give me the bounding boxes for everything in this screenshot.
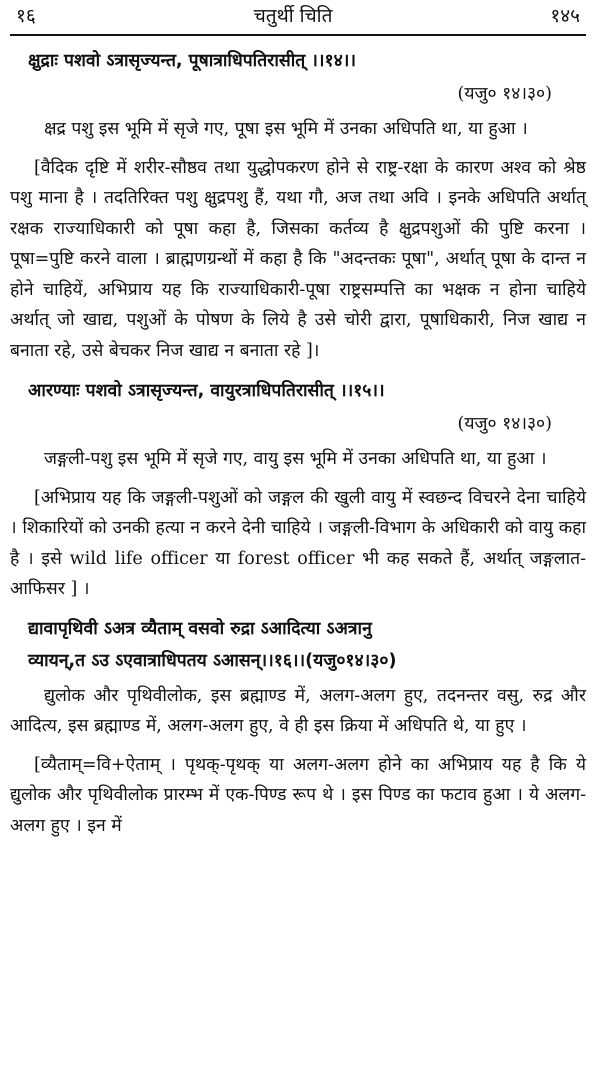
meaning-14: क्षद्र पशु इस भूमि में सृजे गए, पूषा इस भूमि में उनका अधिपति था, या हुआ । (44, 119, 528, 139)
header-rule (10, 34, 586, 36)
meaning-16: द्युलोक और पृथिवीलोक, इस ब्रह्माण्ड में, अलग-अलग हुए, तदनन्तर वसु, रुद्र और आदित्य, इस ब्रह्माण्ड में, अलग-अलग हुए, वे ही इस क्रिया में अधिपति थे, या हुए । (10, 685, 586, 736)
section-15 (10, 374, 586, 605)
chapter-number: १६ (16, 5, 36, 27)
section-14 (10, 44, 586, 366)
reference-14: (यजु० १४।३०) (457, 84, 552, 104)
meaning-15: जङ्गली-पशु इस भूमि में सृजे गए, वायु इस भूमि में उनका अधिपति था, या हुआ । (44, 449, 547, 469)
mantra-16-line-1: द्यावापृथिवी ऽअत्र व्यैताम् वसवो रुद्रा ऽआदित्या ऽअत्रानु (28, 618, 372, 639)
note-14: [वैदिक दृष्टि में शरीर-सौष्ठव तथा युद्धोपकरण होने से राष्ट्र-रक्षा के कारण अश्व को श्रेष्ठ पशु माना है । तदतिरिक्त पशु क्षुद्रपशु हैं, यथा गौ, अज तथा अवि । इनके अधिपति अर्थात् रक्षक राज्याधिकारी को पूषा कहा है, जिसका कर्तव्य है क्षुद्रपशुओं की पुष्टि करना । पूषा=पुष्टि करने वाला । ब्राह्मणग्रन्थों में कहा है कि "अदन्तकः पूषा", अर्थात् पूषा के दान्त न होने चाहियें, अभिप्राय यह कि राज्याधिकारी-पूषा राष्ट्रसम्पत्ति का भक्षक न होना चाहिये अर्थात् जो खाद्य, पशुओं के पोषण के लिये है उसे चोरी द्वारा, पूषाधिकारी, निज खाद्य न बनाता रहे, उसे बेचकर निज खाद्य न बनाता रहे ]। (10, 157, 586, 361)
running-title: चतुर्थी चिति (253, 5, 333, 27)
page-number: १४५ (550, 5, 580, 27)
section-16 (10, 613, 586, 842)
mantra-15: आरण्याः पशवो ऽत्रासृज्यन्त, वायुरत्राधिपतिरासीत् ।।१५।। (28, 381, 385, 401)
note-16: [व्यैताम्=वि+ऐताम् । पृथक्-पृथक् या अलग-अलग होने का अभिप्राय यह है कि ये द्युलोक और पृथिवीलोक प्रारम्भ में एक-पिण्ड रूप थे । इस पिण्ड का फटाव हुआ । ये अलग-अलग हुए । इन में (10, 754, 586, 836)
mantra-16-line-2: व्यायन्,त ऽउ ऽएवात्राधिपतय ऽआसन्।।१६।।(यजु०१४।३०) (28, 650, 397, 671)
reference-15: (यजु० १४।३०) (457, 414, 552, 434)
running-header (10, 0, 586, 32)
note-15: [अभिप्राय यह कि जङ्गली-पशुओं को जङ्गल की खुली वायु में स्वछन्द विचरने देना चाहिये । शिकारियों को उनकी हत्या न करने देनी चाहिये । जङ्गली-विभाग के अधिकारी को वायु कहा है । इसे wild life officer या forest officer भी कह सकते हैं, अर्थात् जङ्गलात-आफिसर ] । (10, 487, 586, 599)
mantra-14: क्षुद्राः पशवो ऽत्रासृज्यन्त, पूषात्राधिपतिरासीत् ।।१४।। (28, 51, 357, 71)
mantra-16 (28, 613, 586, 677)
